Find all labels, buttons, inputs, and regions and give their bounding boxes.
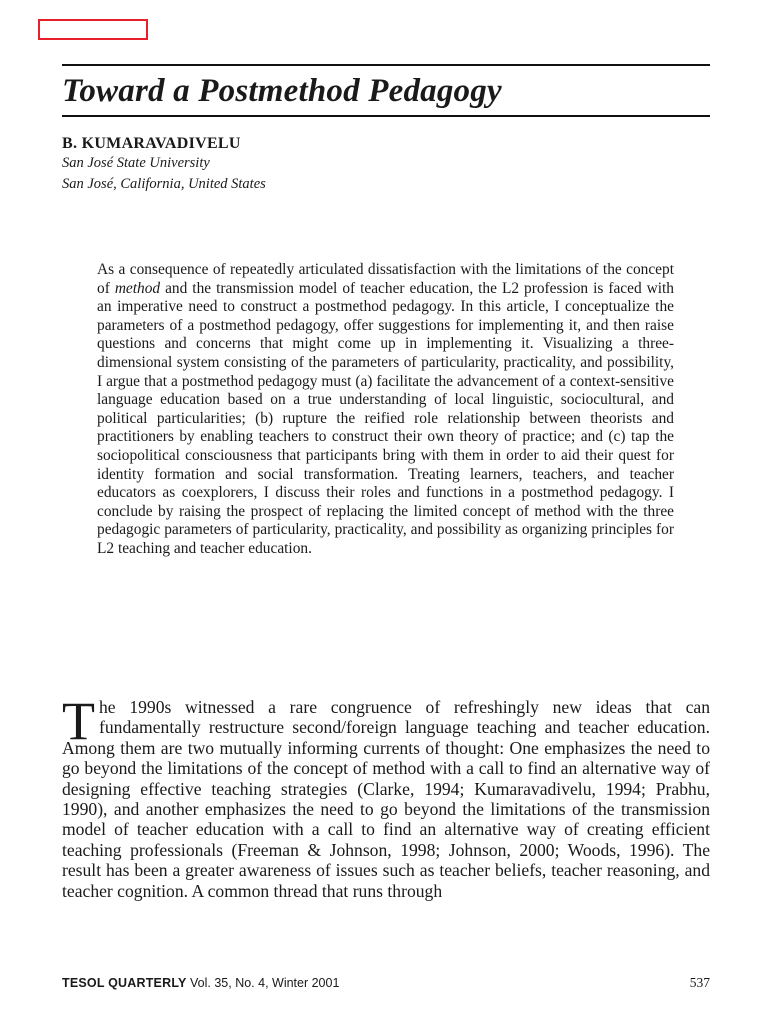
abstract (97, 261, 674, 559)
highlight-box (38, 19, 148, 40)
drop-cap: T (62, 691, 95, 751)
abstract-text-start: As a consequence of repeatedly articulated dissatisfaction with the limitations of the concept of (97, 261, 674, 297)
journal-footer (62, 975, 339, 991)
journal-issue: Vol. 35, No. 4, Winter 2001 (186, 976, 340, 990)
author-name: B. KUMARAVADIVELU (62, 135, 241, 152)
title-rule-bottom (62, 115, 710, 117)
page-number: 537 (689, 975, 710, 990)
body-paragraph (62, 691, 710, 901)
abstract-text-end: and the transmission model of teacher education, the L2 profession is faced with an imperative need to construct a postmethod pedagogy. In this article, I conceptualize the parameters of a postmethod pedagogy, offer suggestions for implementing it, and then raise questions and concerns that might come up in implementing it. Visualizing a three-dimensional system consisting of the parameters of particularity, practicality, and possibility, I argue that a postmethod pedagogy must (a) facilitate the advancement of a context-sensitive language education based on a true understanding of local linguistic, sociocultural, and political particularities; (b) rupture the reified role relationship between theorists and practitioners by enabling teachers to construct their own theory of practice; and (c) tap the sociopolitical consciousness that participants bring with them in order to aid their quest for identity formation and social transformation. Treating learners, teachers, and teacher educators as coexplorers, I discuss their roles and functions in a postmethod pedagogy. I conclude by raising the prospect of replacing the limited concept of method with the three pedagogic parameters of particularity, practicality, and possibility as organizing principles for L2 teaching and teacher education. (97, 279, 675, 557)
author-affiliation-location: San José, California, United States (62, 176, 266, 192)
journal-name: TESOL QUARTERLY (62, 976, 187, 990)
article-title: Toward a Postmethod Pedagogy (62, 73, 502, 109)
title-rule-top (62, 64, 710, 66)
author-affiliation-university: San José State University (62, 155, 210, 171)
abstract-italic-term: method (114, 279, 161, 297)
body-text: he 1990s witnessed a rare congruence of refreshingly new ideas that can fundamentally restructure second/foreign language teaching and teacher education. Among them are two mutually informing currents of thought: One emphasizes the need to go beyond the limitations of the concept of method with a call to find an alternative way of designing effective teaching strategies (Clarke, 1994; Kumaravadivelu, 1994; Prabhu, 1990), and another emphasizes the need to go beyond the limitations of the transmission model of teacher education with a call to find an alternative way of creating efficient teaching professionals (Freeman & Johnson, 1998; Johnson, 2000; Woods, 1996). The result has been a greater awareness of issues such as teacher beliefs, teacher reasoning, and teacher cognition. A common thread that runs through (62, 697, 710, 901)
